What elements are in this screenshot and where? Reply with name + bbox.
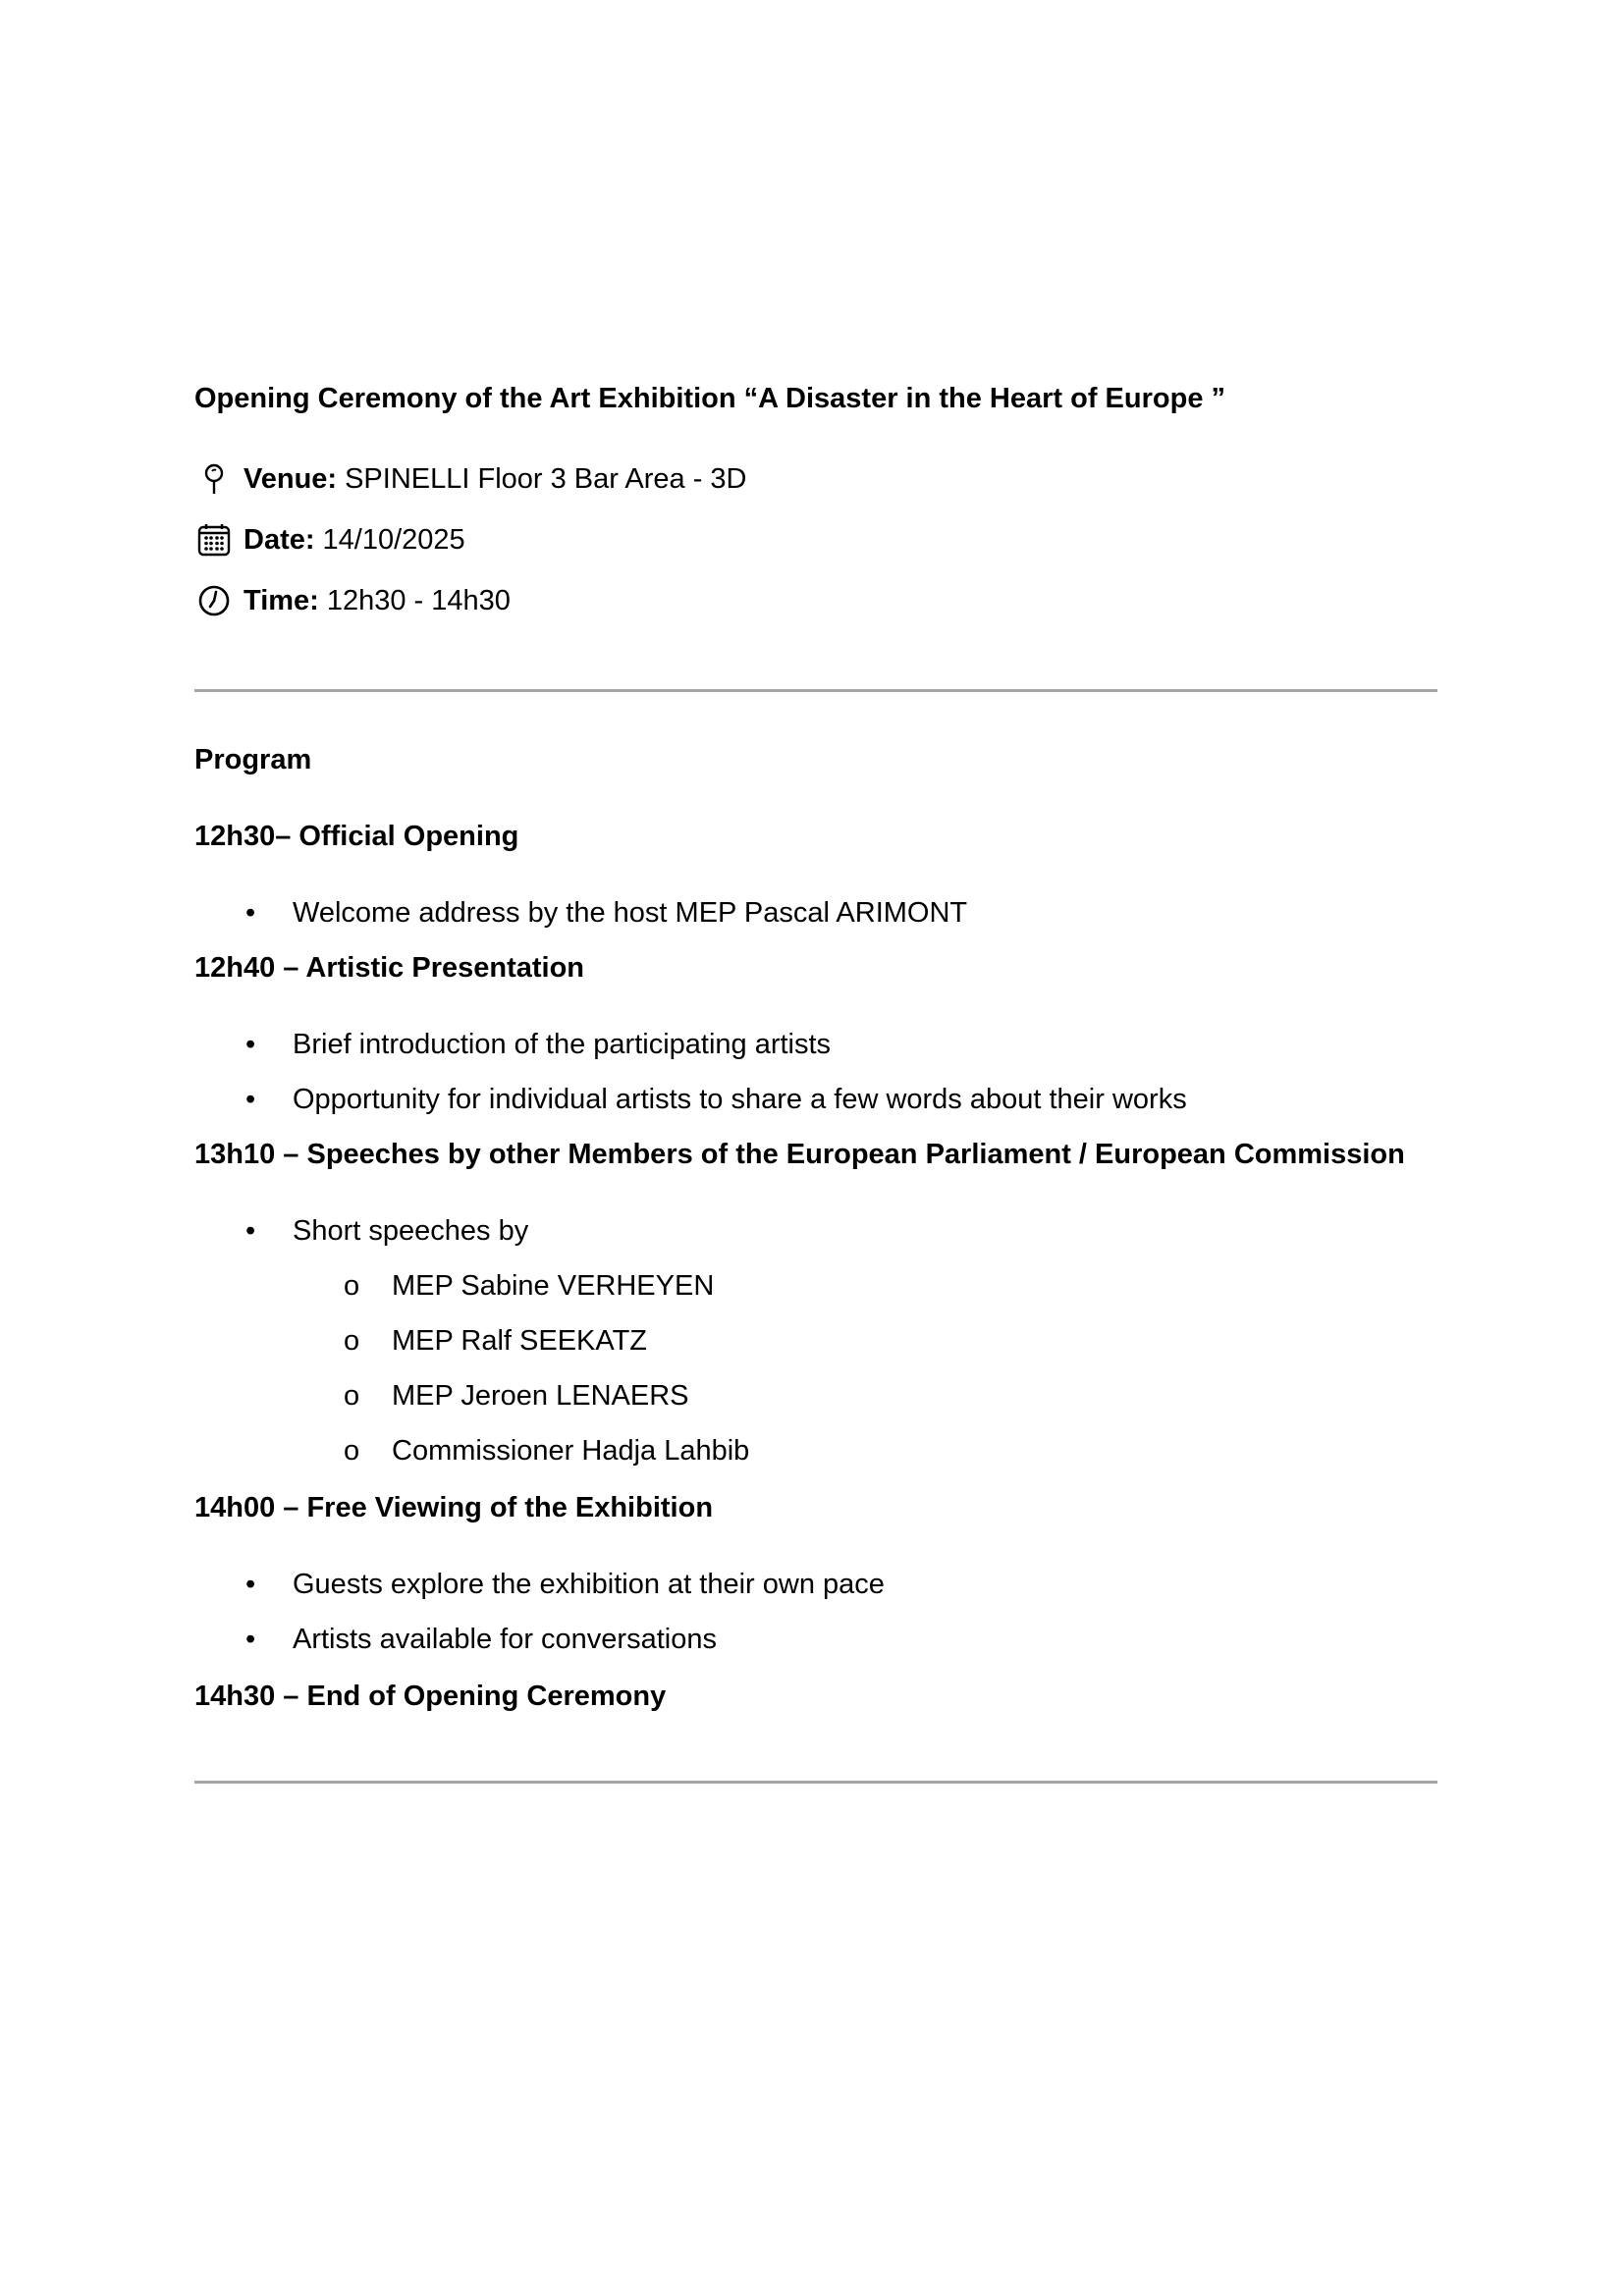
time-value: 12h30 - 14h30 xyxy=(326,585,511,616)
section-title-artistic-presentation: 12h40 – Artistic Presentation xyxy=(194,952,585,984)
list-item-text: Artists available for conversations xyxy=(293,1624,717,1655)
sub-bullet-icon: o xyxy=(344,1380,360,1412)
bullet-icon: • xyxy=(245,1084,256,1115)
list-item-text: Opportunity for individual artists to share a few words about their works xyxy=(293,1084,1187,1115)
date-line xyxy=(196,520,465,560)
section-title-end: 14h30 – End of Opening Ceremony xyxy=(194,1681,667,1712)
sub-list-item-text: MEP Sabine VERHEYEN xyxy=(392,1270,715,1302)
list-item-text: Welcome address by the host MEP Pascal ARIMONT xyxy=(293,897,968,929)
sub-list-item-text: Commissioner Hadja Lahbib xyxy=(392,1435,750,1467)
bullet-icon: • xyxy=(245,1029,256,1060)
time-line xyxy=(196,581,511,620)
bullet-icon: • xyxy=(245,1569,256,1600)
sub-bullet-icon: o xyxy=(344,1325,360,1357)
list-item-text: Short speeches by xyxy=(293,1215,529,1247)
section-title-official-opening: 12h30– Official Opening xyxy=(194,821,519,852)
venue-label: Venue: xyxy=(244,463,338,495)
section-title-speeches: 13h10 – Speeches by other Members of the European Parliament / European Commission xyxy=(194,1139,1405,1170)
calendar-icon xyxy=(196,522,232,558)
time-label: Time: xyxy=(244,585,319,616)
list-item-text: Brief introduction of the participating artists xyxy=(293,1029,832,1060)
date-label: Date: xyxy=(244,524,315,556)
sub-bullet-icon: o xyxy=(344,1270,360,1302)
sub-list-item-text: MEP Jeroen LENAERS xyxy=(392,1380,689,1412)
section-title-free-viewing: 14h00 – Free Viewing of the Exhibition xyxy=(194,1492,714,1523)
event-title: Opening Ceremony of the Art Exhibition “A Disaster in the Heart of Europe ” xyxy=(194,383,1226,414)
list-item-text: Guests explore the exhibition at their own pace xyxy=(293,1569,885,1600)
venue-line xyxy=(196,459,747,499)
bullet-icon: • xyxy=(245,897,256,929)
bottom-divider xyxy=(194,1781,1437,1784)
map-pin-icon xyxy=(196,461,232,497)
date-value: 14/10/2025 xyxy=(322,524,465,556)
sub-list-item-text: MEP Ralf SEEKATZ xyxy=(392,1325,647,1357)
venue-value: SPINELLI Floor 3 Bar Area - 3D xyxy=(345,463,747,495)
program-heading: Program xyxy=(194,744,312,775)
clock-icon xyxy=(196,583,232,618)
sub-bullet-icon: o xyxy=(344,1435,360,1467)
bullet-icon: • xyxy=(245,1215,256,1247)
top-divider xyxy=(194,689,1437,692)
bullet-icon: • xyxy=(245,1624,256,1655)
